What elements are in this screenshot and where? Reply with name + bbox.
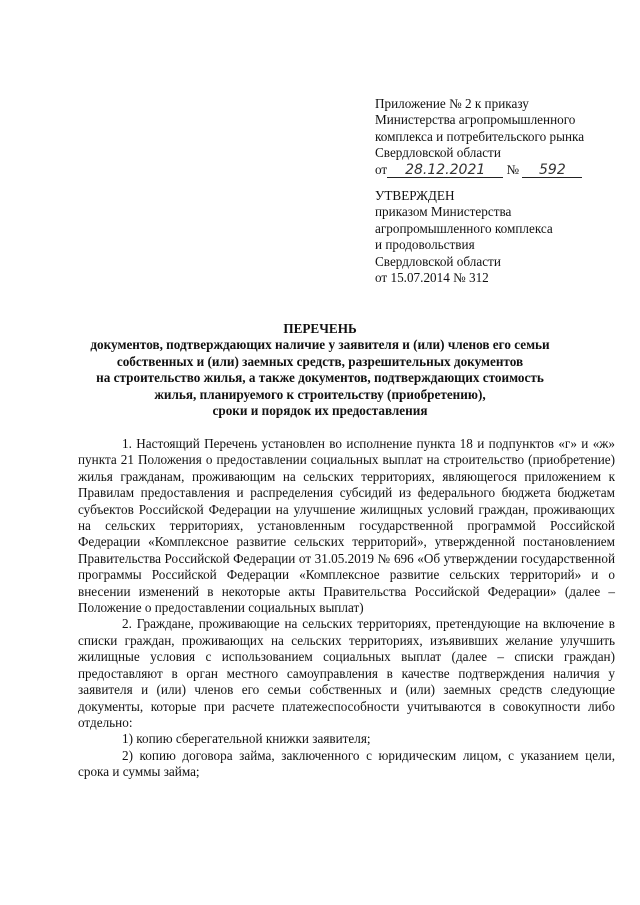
title-line: документов, подтверждающих наличие у заявителя и (или) членов его семьи bbox=[90, 337, 550, 353]
appendix-line: комплекса и потребительского рынка bbox=[375, 128, 585, 144]
paragraph-2: 2. Граждане, проживающие на сельских территориях, претендующие на включение в списки граждан, проживающих на сельских территориях, изъявивших желание улучшить жилищные условия с использованием социальных выплат (далее – списки граждан) предоставляют в орган местного самоуправления в качестве подтверждения наличия у заявителя и (или) членов его семьи собственных и (или) заемных средств следующие документы, которые при расчете платежеспособности учитываются в совокупности либо отдельно: bbox=[78, 616, 615, 730]
document-title bbox=[70, 321, 570, 419]
approved-line: и продовольствия bbox=[375, 237, 475, 253]
paragraph-1: 1. Настоящий Перечень установлен во исполнение пункта 18 и подпунктов «г» и «ж» пункта 21 Положения о предоставлении социальных выплат на строительство (приобретение) жилья гражданам, проживающим на сельских территориях, являющегося приложением к Правилам предоставления и распределения субсидий из федерального бюджета бюджетам субъектов Российской Федерации на улучшение жилищных условий граждан, проживающих на сельских территориях, установленным государственной программой Российской Федерации «Комплексное развитие сельских территорий», утвержденной постановлением Правительства Российской Федерации от 31.05.2019 № 696 «Об утверждении государственной программы Российской Федерации «Комплексное развитие сельских территорий» и о внесении изменений в некоторые акты Правительства Российской Федерации» (далее – Положение о предоставлении социальных выплат) bbox=[78, 436, 615, 616]
title-line: сроки и порядок их предоставления bbox=[212, 403, 428, 419]
document-body bbox=[78, 436, 615, 781]
approved-line: агропромышленного комплекса bbox=[375, 220, 553, 236]
title-line: на строительство жилья, а также документов, подтверждающих стоимость bbox=[96, 370, 544, 386]
appendix-date-line bbox=[375, 162, 625, 178]
appendix-line: Министерства агропромышленного bbox=[375, 112, 576, 128]
list-item-1: 1) копию сберегательной книжки заявителя; bbox=[122, 731, 371, 747]
title-heading: ПЕРЕЧЕНЬ bbox=[283, 321, 357, 336]
handwritten-number: 592 bbox=[522, 163, 582, 178]
approved-heading: УТВЕРЖДЕН bbox=[375, 188, 455, 203]
from-label: от bbox=[375, 161, 388, 177]
appendix-line: Приложение № 2 к приказу bbox=[375, 96, 529, 111]
list-item-2: 2) копию договора займа, заключенного с юридическим лицом, с указанием цели, срока и суммы займа; bbox=[78, 747, 615, 780]
approved-block bbox=[375, 188, 625, 286]
title-line: собственных и (или) заемных средств, разрешительных документов bbox=[116, 353, 524, 369]
appendix-line: Свердловской области bbox=[375, 145, 501, 161]
number-label: № bbox=[506, 161, 520, 177]
approved-line: приказом Министерства bbox=[375, 204, 512, 220]
appendix-block bbox=[375, 96, 625, 178]
approved-line: Свердловской области bbox=[375, 253, 501, 269]
handwritten-date: 28.12.2021 bbox=[387, 163, 503, 178]
approved-line: от 15.07.2014 № 312 bbox=[375, 270, 489, 286]
title-line: жилья, планируемого к строительству (приобретению), bbox=[154, 386, 486, 402]
